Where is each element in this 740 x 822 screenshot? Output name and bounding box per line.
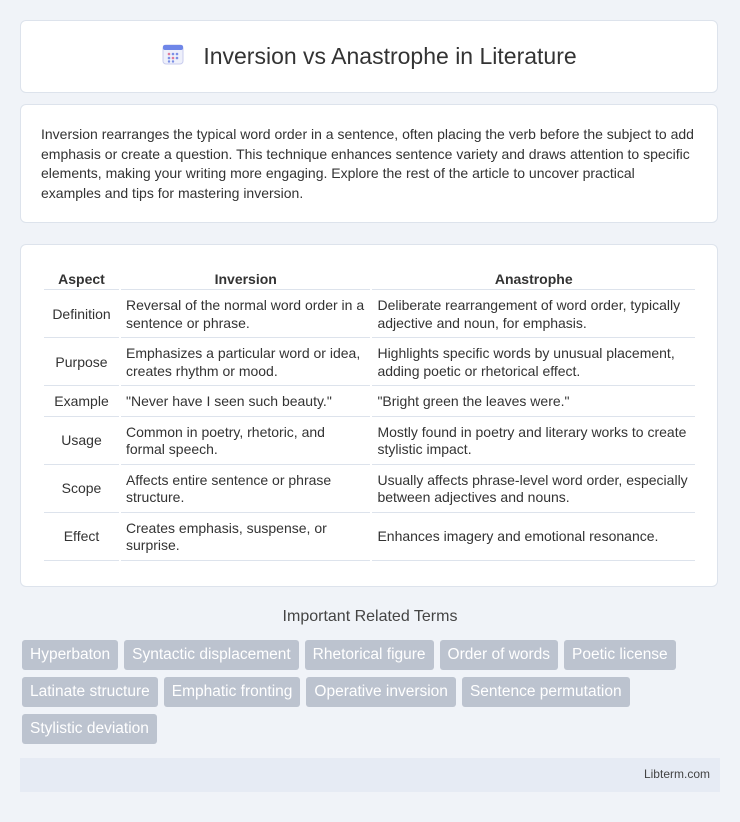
aspect-cell: Example	[44, 388, 119, 417]
table-row	[44, 419, 695, 465]
table-row	[44, 292, 695, 338]
tag-operative-inversion[interactable]: Operative inversion	[306, 677, 456, 707]
inversion-cell: Creates emphasis, suspense, or surprise.	[121, 515, 370, 561]
aspect-cell: Usage	[44, 419, 119, 465]
aspect-cell: Effect	[44, 515, 119, 561]
comparison-card	[20, 244, 718, 587]
table-row	[44, 388, 695, 417]
tag-poetic-license[interactable]: Poetic license	[564, 640, 676, 670]
tag-stylistic-deviation[interactable]: Stylistic deviation	[22, 714, 157, 744]
page-title: Inversion vs Anastrophe in Literature	[203, 43, 577, 69]
comparison-table	[42, 263, 697, 563]
aspect-cell: Definition	[44, 292, 119, 338]
inversion-cell: "Never have I seen such beauty."	[121, 388, 370, 417]
header-aspect: Aspect	[44, 265, 119, 290]
table-row	[44, 515, 695, 561]
inversion-cell: Reversal of the normal word order in a sentence or phrase.	[121, 292, 370, 338]
inversion-cell: Emphasizes a particular word or idea, creates rhythm or mood.	[121, 340, 370, 386]
calendar-grid-icon	[161, 42, 185, 71]
table-row	[44, 467, 695, 513]
intro-card	[20, 104, 718, 223]
tag-rhetorical-figure[interactable]: Rhetorical figure	[305, 640, 434, 670]
related-terms-list	[22, 640, 722, 744]
intro-paragraph: Inversion rearranges the typical word order in a sentence, often placing the verb before the subject to add emphasis or create a question. This technique enhances sentence variety and draws attention to specific elements, making your writing more engaging. Explore the rest of the article to uncover practical examples and tips for mastering inversion.	[41, 126, 694, 201]
anastrophe-cell: Highlights specific words by unusual placement, adding poetic or rhetorical effect.	[372, 340, 695, 386]
anastrophe-cell: Enhances imagery and emotional resonance.	[372, 515, 695, 561]
title-card	[20, 20, 718, 93]
footer-site-link[interactable]: Libterm.com	[643, 767, 710, 781]
footer	[20, 758, 720, 792]
tag-order-of-words[interactable]: Order of words	[440, 640, 559, 670]
anastrophe-cell: Mostly found in poetry and literary works to create stylistic impact.	[372, 419, 695, 465]
table-header-row	[44, 265, 695, 290]
header-inversion: Inversion	[121, 265, 370, 290]
anastrophe-cell: Usually affects phrase-level word order, especially between adjectives and nouns.	[372, 467, 695, 513]
tag-emphatic-fronting[interactable]: Emphatic fronting	[164, 677, 301, 707]
table-row	[44, 340, 695, 386]
inversion-cell: Common in poetry, rhetoric, and formal speech.	[121, 419, 370, 465]
related-terms-title: Important Related Terms	[282, 608, 458, 625]
tag-sentence-permutation[interactable]: Sentence permutation	[462, 677, 630, 707]
inversion-cell: Affects entire sentence or phrase structure.	[121, 467, 370, 513]
tag-hyperbaton[interactable]: Hyperbaton	[22, 640, 118, 670]
anastrophe-cell: Deliberate rearrangement of word order, typically adjective and noun, for emphasis.	[372, 292, 695, 338]
anastrophe-cell: "Bright green the leaves were."	[372, 388, 695, 417]
aspect-cell: Scope	[44, 467, 119, 513]
aspect-cell: Purpose	[44, 340, 119, 386]
tag-latinate-structure[interactable]: Latinate structure	[22, 677, 158, 707]
tag-syntactic-displacement[interactable]: Syntactic displacement	[124, 640, 299, 670]
header-anastrophe: Anastrophe	[372, 265, 695, 290]
